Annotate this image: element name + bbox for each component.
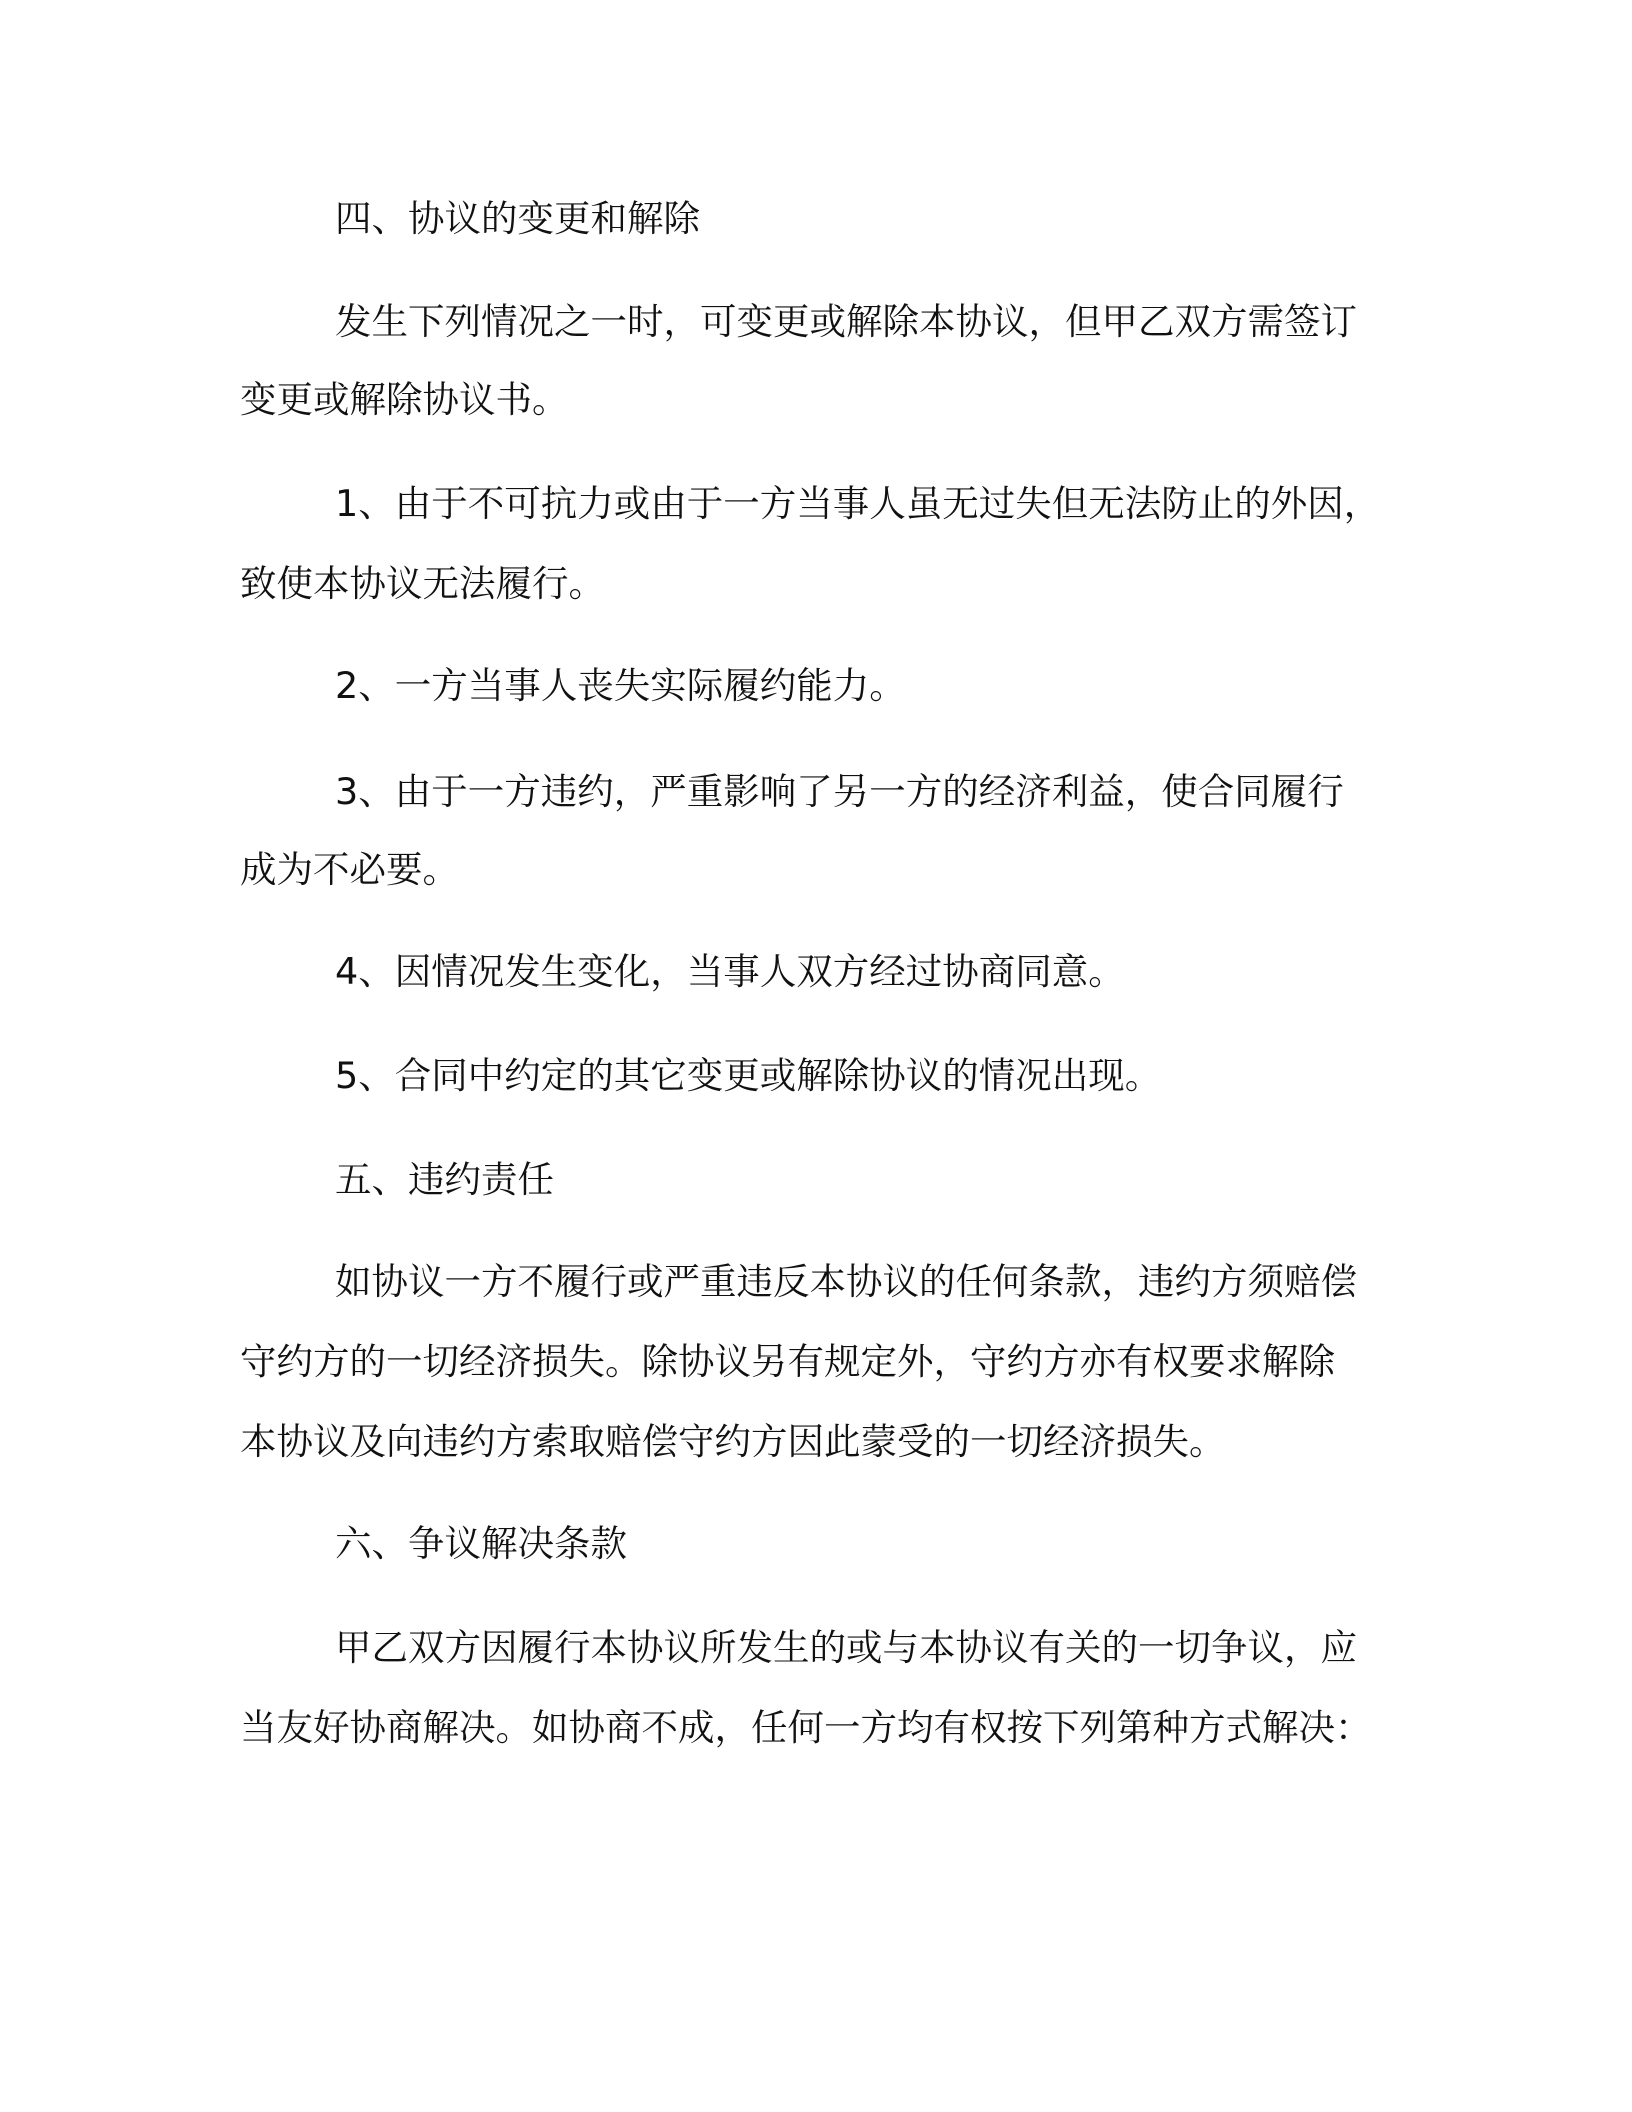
paragraph-line: 甲乙双方因履行本协议所发生的或与本协议有关的一切争议，应 [335,1626,1357,1669]
list-item-4: 4、因情况发生变化，当事人双方经过协商同意。 [335,950,1125,993]
list-item-3: 3、由于一方违约，严重影响了另一方的经济利益，使合同履行 [335,770,1344,813]
paragraph-line: 如协议一方不履行或严重违反本协议的任何条款，违约方须赔偿 [335,1260,1357,1303]
paragraph-line: 本协议及向违约方索取赔偿守约方因此蒙受的一切经济损失。 [240,1420,1226,1463]
list-item-5: 5、合同中约定的其它变更或解除协议的情况出现。 [335,1054,1162,1097]
section-heading-6: 六、争议解决条款 [335,1522,627,1565]
list-item-3-continued: 成为不必要。 [240,848,459,891]
list-item-2: 2、一方当事人丧失实际履约能力。 [335,664,906,707]
paragraph-line: 变更或解除协议书。 [240,378,569,421]
section-heading-4: 四、协议的变更和解除 [335,197,700,240]
section-heading-5: 五、违约责任 [335,1158,554,1201]
list-item-1-continued: 致使本协议无法履行。 [240,562,605,605]
list-item-1: 1、由于不可抗力或由于一方当事人虽无过失但无法防止的外因， [335,482,1381,525]
paragraph-line: 守约方的一切经济损失。除协议另有规定外，守约方亦有权要求解除 [240,1340,1335,1383]
paragraph-line: 发生下列情况之一时，可变更或解除本协议，但甲乙双方需签订 [335,300,1357,343]
paragraph-line: 当友好协商解决。如协商不成，任何一方均有权按下列第种方式解决： [240,1706,1372,1749]
